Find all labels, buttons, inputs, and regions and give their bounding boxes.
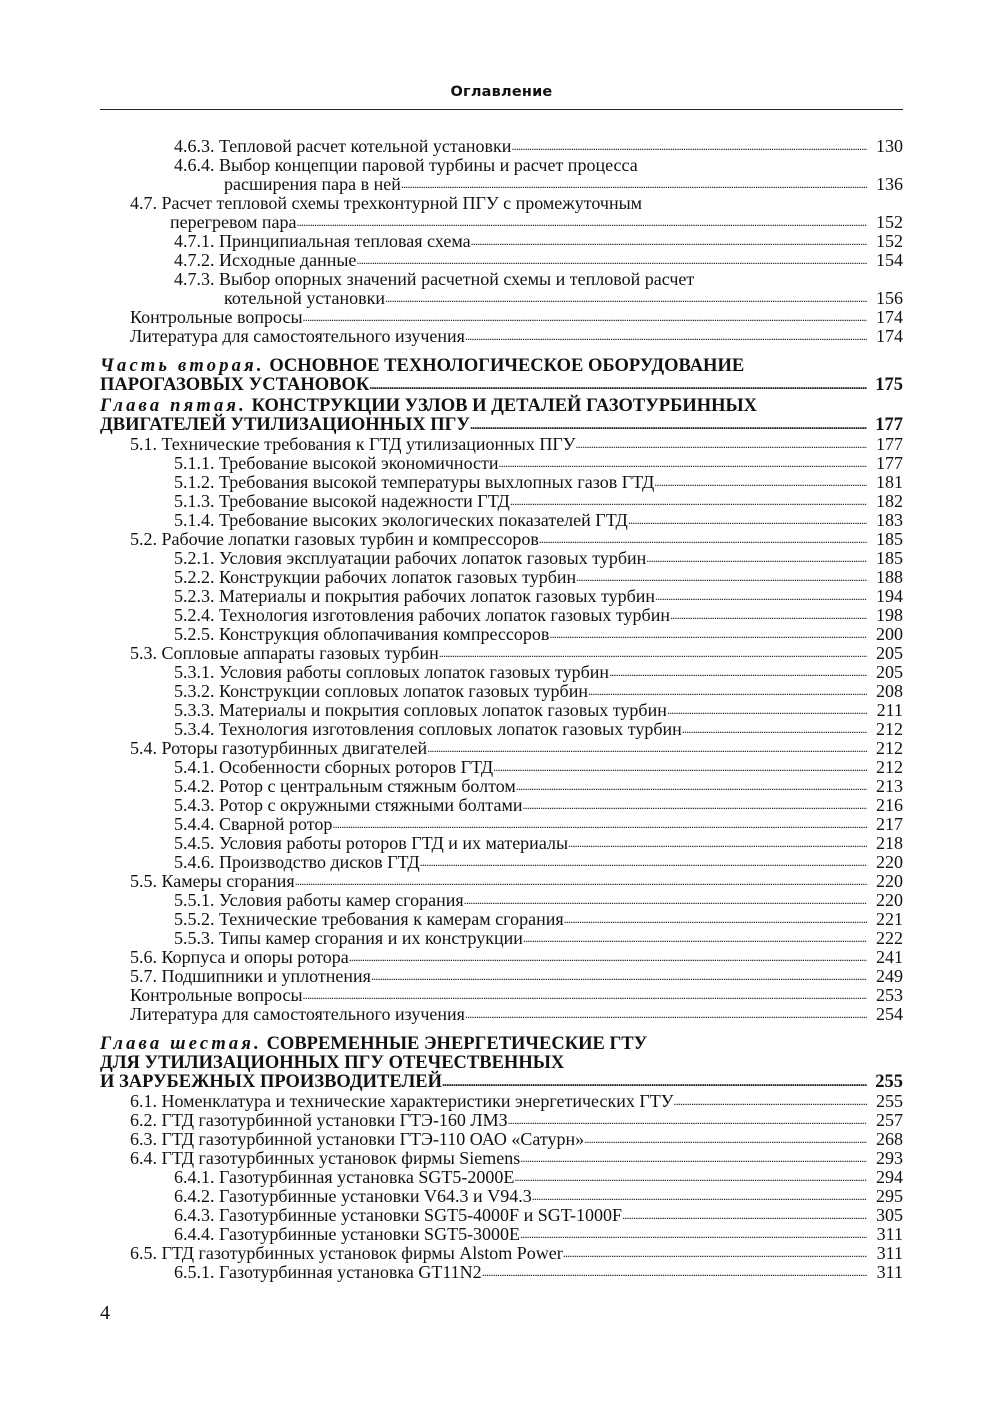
toc-page-number: 211 bbox=[876, 700, 903, 720]
toc-entry-title bbox=[130, 1005, 465, 1024]
toc-page-number: 255 bbox=[876, 1091, 903, 1111]
toc-entry bbox=[100, 137, 903, 156]
dot-leader bbox=[646, 547, 867, 568]
toc-entry-text: 5.4.2. Ротор с центральным стяжным болтом bbox=[174, 776, 516, 796]
toc-entry-title bbox=[174, 587, 655, 606]
toc-entry-text: 6.4.2. Газотурбинные установки V64.3 и V94.3 bbox=[174, 1186, 532, 1206]
toc-page-number: 305 bbox=[876, 1205, 903, 1225]
toc-entry bbox=[100, 1005, 903, 1024]
toc-entry-title bbox=[100, 397, 757, 416]
toc-entry-title bbox=[174, 663, 609, 682]
toc-page-number: 311 bbox=[876, 1243, 903, 1263]
toc-heading-line bbox=[100, 1035, 903, 1054]
dot-leader bbox=[401, 173, 867, 194]
toc-heading-line bbox=[100, 1054, 903, 1073]
toc-heading-label: Глава шестая. bbox=[100, 1034, 262, 1054]
toc-page-number: 222 bbox=[876, 928, 903, 948]
toc-entry-title bbox=[130, 644, 439, 663]
toc-page-number: 200 bbox=[876, 624, 903, 644]
toc-entry-text: 5.4.4. Сварной ротор bbox=[174, 814, 333, 834]
dot-leader bbox=[511, 135, 867, 156]
dot-leader bbox=[439, 642, 867, 663]
dot-leader bbox=[609, 661, 867, 682]
toc-heading-label: Часть вторая. bbox=[100, 356, 265, 376]
toc-entry-text: котельной установки bbox=[224, 288, 385, 308]
toc-entry-title bbox=[100, 376, 369, 395]
dot-leader bbox=[622, 1204, 867, 1225]
toc-entry-text: 4.6.3. Тепловой расчет котельной установки bbox=[174, 136, 512, 156]
toc-entry-title bbox=[100, 1054, 564, 1073]
dot-leader bbox=[464, 889, 867, 910]
dot-leader bbox=[549, 623, 867, 644]
toc-page-number: 295 bbox=[876, 1186, 903, 1206]
toc-page-number: 152 bbox=[876, 212, 903, 232]
toc-entry-title bbox=[174, 777, 516, 796]
toc-entry-title bbox=[130, 1149, 520, 1168]
dot-leader bbox=[510, 490, 867, 511]
dot-leader bbox=[442, 1072, 867, 1092]
toc-page-number: 216 bbox=[876, 795, 903, 815]
toc-entry-text: 4.6.4. Выбор концепции паровой турбины и расчет процесса bbox=[174, 155, 638, 175]
toc-entry-title bbox=[100, 1035, 647, 1054]
toc-entry-title bbox=[174, 492, 510, 511]
dot-leader bbox=[520, 1223, 867, 1244]
toc-page-number: 182 bbox=[876, 491, 903, 511]
toc-entry-title bbox=[174, 701, 667, 720]
toc-page-number: 212 bbox=[876, 757, 903, 777]
toc-entry-text: ДЛЯ УТИЛИЗАЦИОННЫХ ПГУ ОТЕЧЕСТВЕННЫХ bbox=[100, 1053, 565, 1073]
toc-entry-text: 5.4.3. Ротор с окружными стяжными болтами bbox=[174, 795, 523, 815]
toc-entry bbox=[100, 327, 903, 346]
toc-entry-text: ОСНОВНОЕ ТЕХНОЛОГИЧЕСКОЕ ОБОРУДОВАНИЕ bbox=[264, 356, 745, 376]
toc-page-number: 185 bbox=[876, 548, 903, 568]
toc-page-number: 177 bbox=[876, 434, 903, 454]
toc-page-number: 212 bbox=[876, 738, 903, 758]
dot-leader bbox=[471, 230, 867, 251]
dot-leader bbox=[564, 908, 867, 929]
dot-leader bbox=[523, 794, 868, 815]
dot-leader bbox=[520, 1147, 867, 1168]
toc-entry-text: 5.1.3. Требование высокой надежности ГТД bbox=[174, 491, 510, 511]
toc-entry-title bbox=[174, 137, 511, 156]
toc-page-number: 154 bbox=[876, 250, 903, 270]
toc-page-number: 220 bbox=[876, 852, 903, 872]
dot-leader bbox=[655, 585, 867, 606]
toc-page-number: 194 bbox=[876, 586, 903, 606]
toc-page-number: 136 bbox=[876, 174, 903, 194]
toc-heading-line bbox=[100, 376, 903, 395]
dot-leader bbox=[682, 718, 867, 739]
toc-entry-text: 5.2.3. Материалы и покрытия рабочих лопаток газовых турбин bbox=[174, 586, 656, 606]
toc-entry-title bbox=[130, 1130, 584, 1149]
toc-entry-text: 6.4.1. Газотурбинная установка SGT5-2000E bbox=[174, 1167, 515, 1187]
toc-entry-text: 5.5. Камеры сгорания bbox=[130, 871, 295, 891]
toc-page-number: 254 bbox=[876, 1004, 903, 1024]
toc-page-number: 253 bbox=[876, 985, 903, 1005]
toc-entry-text: 6.4.3. Газотурбинные установки SGT5-4000F и SGT-1000F bbox=[174, 1205, 623, 1225]
toc-entry-text: 5.6. Корпуса и опоры ротора bbox=[130, 947, 349, 967]
toc-page-number: 152 bbox=[876, 231, 903, 251]
toc-entry-text: КОНСТРУКЦИИ УЗЛОВ И ДЕТАЛЕЙ ГАЗОТУРБИННЫХ bbox=[246, 396, 758, 416]
toc-page-number: 311 bbox=[876, 1224, 903, 1244]
toc-entry-text: 5.1.1. Требование высокой экономичности bbox=[174, 453, 499, 473]
toc-entry-title bbox=[174, 815, 332, 834]
dot-leader bbox=[371, 965, 867, 986]
dot-leader bbox=[465, 325, 867, 346]
toc-entry-text: 5.2.5. Конструкция облопачивания компрессоров bbox=[174, 624, 550, 644]
dot-leader bbox=[297, 211, 867, 232]
dot-leader bbox=[295, 870, 867, 891]
dot-leader bbox=[563, 1242, 867, 1263]
dot-leader bbox=[576, 566, 867, 587]
toc-entry-text: 5.4. Роторы газотурбинных двигателей bbox=[130, 738, 428, 758]
toc-entry-text: 5.2.2. Конструкции рабочих лопаток газовых турбин bbox=[174, 567, 577, 587]
dot-leader bbox=[356, 249, 867, 270]
toc-entry-text: 5.2. Рабочие лопатки газовых турбин и компрессоров bbox=[130, 529, 539, 549]
toc-page-number: 220 bbox=[876, 890, 903, 910]
toc-page-number: 212 bbox=[876, 719, 903, 739]
toc-entry-title bbox=[100, 357, 744, 376]
toc-entry-title bbox=[100, 416, 470, 435]
dot-leader bbox=[514, 1166, 867, 1187]
toc-page-number: 220 bbox=[876, 871, 903, 891]
toc-page-number: 293 bbox=[876, 1148, 903, 1168]
toc-entry-text: 5.4.5. Условия работы роторов ГТД и их материалы bbox=[174, 833, 569, 853]
toc-entry-text: 5.7. Подшипники и уплотнения bbox=[130, 966, 371, 986]
toc-page-number: 156 bbox=[876, 288, 903, 308]
toc-entry-title bbox=[174, 454, 499, 473]
toc-entry-text: И ЗАРУБЕЖНЫХ ПРОИЗВОДИТЕЛЕЙ bbox=[100, 1072, 442, 1092]
toc-entry bbox=[100, 251, 903, 270]
dot-leader bbox=[523, 927, 867, 948]
dot-leader bbox=[465, 1003, 867, 1024]
toc-entry-title bbox=[174, 682, 588, 701]
toc-entry-title bbox=[170, 213, 297, 232]
toc-page-number: 249 bbox=[876, 966, 903, 986]
toc-entry-title bbox=[174, 1187, 532, 1206]
toc-entry-text: 5.4.6. Производство дисков ГТД bbox=[174, 852, 420, 872]
toc-page-number: 208 bbox=[876, 681, 903, 701]
toc-entry-title bbox=[224, 175, 401, 194]
toc-entry-text: 5.3.2. Конструкции сопловых лопаток газовых турбин bbox=[174, 681, 588, 701]
toc-page-number: 205 bbox=[876, 643, 903, 663]
dot-leader bbox=[674, 1090, 868, 1111]
toc-entry-text: 4.7. Расчет тепловой схемы трехконтурной ПГУ с промежуточным bbox=[130, 193, 643, 213]
toc-entry-title bbox=[174, 1263, 482, 1282]
toc-entry-title bbox=[100, 1073, 442, 1092]
toc-page-number: 130 bbox=[876, 136, 903, 156]
toc-entry-title bbox=[174, 1225, 520, 1244]
toc-entry-text: ДВИГАТЕЛЕЙ УТИЛИЗАЦИОННЫХ ПГУ bbox=[100, 415, 470, 435]
dot-leader bbox=[420, 851, 867, 872]
toc-entry-title bbox=[174, 251, 356, 270]
toc-entry-text: 5.1.2. Требования высокой температуры выхлопных газов ГТД bbox=[174, 472, 655, 492]
toc-entry-title bbox=[174, 910, 564, 929]
toc-entry-text: перегревом пара bbox=[170, 212, 297, 232]
toc-page-number: 174 bbox=[876, 307, 903, 327]
toc-page-number: 185 bbox=[876, 529, 903, 549]
dot-leader bbox=[516, 775, 867, 796]
dot-leader bbox=[584, 1128, 867, 1149]
table-of-contents bbox=[100, 137, 903, 1282]
toc-page-number: 174 bbox=[876, 326, 903, 346]
toc-entry-text: 4.7.1. Принципиальная тепловая схема bbox=[174, 231, 471, 251]
toc-page-number: 181 bbox=[876, 472, 903, 492]
toc-page-number: 257 bbox=[876, 1110, 903, 1130]
toc-page-number: 205 bbox=[876, 662, 903, 682]
toc-entry-text: ПАРОГАЗОВЫХ УСТАНОВОК bbox=[100, 375, 370, 395]
toc-entry-text: 6.5. ГТД газотурбинных установок фирмы Alstom Power bbox=[130, 1243, 563, 1263]
toc-page-number: 177 bbox=[875, 415, 903, 435]
toc-entry-title bbox=[130, 308, 303, 327]
toc-entry-title bbox=[130, 1111, 508, 1130]
dot-leader bbox=[303, 306, 867, 327]
toc-entry-title bbox=[130, 948, 349, 967]
dot-leader bbox=[508, 1109, 867, 1130]
dot-leader bbox=[332, 813, 867, 834]
toc-entry-text: 6.3. ГТД газотурбинной установки ГТЭ-110 ОАО «Сатурн» bbox=[130, 1129, 585, 1149]
toc-entry-text: 5.5.3. Типы камер сгорания и их конструкции bbox=[174, 928, 523, 948]
toc-page-number: 218 bbox=[876, 833, 903, 853]
dot-leader bbox=[369, 375, 867, 395]
dot-leader bbox=[568, 832, 867, 853]
toc-page-number: 311 bbox=[876, 1262, 903, 1282]
dot-leader bbox=[539, 528, 867, 549]
dot-leader bbox=[670, 604, 867, 625]
toc-entry-text: 5.1. Технические требования к ГТД утилизационных ПГУ bbox=[130, 434, 576, 454]
toc-page-number: 198 bbox=[876, 605, 903, 625]
toc-entry-text: 5.2.4. Технология изготовления рабочих лопаток газовых турбин bbox=[174, 605, 670, 625]
toc-page-number: 217 bbox=[876, 814, 903, 834]
toc-heading-line bbox=[100, 357, 903, 376]
toc-entry-text: Контрольные вопросы bbox=[130, 307, 303, 327]
toc-entry-text: 6.4.4. Газотурбинные установки SGT5-3000E bbox=[174, 1224, 521, 1244]
toc-entry-text: 5.3.3. Материалы и покрытия сопловых лопаток газовых турбин bbox=[174, 700, 667, 720]
dot-leader bbox=[499, 452, 867, 473]
dot-leader bbox=[385, 287, 867, 308]
toc-entry-text: 6.1. Номенклатура и технические характеристики энергетических ГТУ bbox=[130, 1091, 674, 1111]
toc-entry-title bbox=[174, 891, 464, 910]
dot-leader bbox=[470, 415, 867, 435]
header-rule bbox=[100, 109, 903, 110]
toc-entry-text: 5.4.1. Особенности сборных роторов ГТД bbox=[174, 757, 494, 777]
toc-entry-text: 6.4. ГТД газотурбинных установок фирмы Siemens bbox=[130, 1148, 521, 1168]
toc-page-number: 221 bbox=[876, 909, 903, 929]
toc-entry-title bbox=[174, 758, 493, 777]
dot-leader bbox=[532, 1185, 867, 1206]
toc-page-number: 177 bbox=[876, 453, 903, 473]
toc-entry-title bbox=[130, 986, 303, 1005]
toc-entry-title bbox=[130, 327, 465, 346]
toc-entry bbox=[100, 1263, 903, 1282]
dot-leader bbox=[303, 984, 867, 1005]
toc-page-number: 294 bbox=[876, 1167, 903, 1187]
toc-entry-text: Литература для самостоятельного изучения bbox=[130, 326, 465, 346]
toc-entry-text: 5.3.1. Условия работы сопловых лопаток газовых турбин bbox=[174, 662, 610, 682]
dot-leader bbox=[349, 946, 867, 967]
dot-leader bbox=[427, 737, 867, 758]
dot-leader bbox=[667, 699, 867, 720]
dot-leader bbox=[493, 756, 867, 777]
toc-entry-text: 5.1.4. Требование высоких экологических показателей ГТД bbox=[174, 510, 628, 530]
toc-entry-title bbox=[174, 568, 576, 587]
toc-entry-text: Литература для самостоятельного изучения bbox=[130, 1004, 465, 1024]
dot-leader bbox=[575, 433, 867, 454]
toc-entry-text: 5.3. Сопловые аппараты газовых турбин bbox=[130, 643, 439, 663]
running-header: Оглавление bbox=[450, 84, 553, 100]
dot-leader bbox=[588, 680, 867, 701]
toc-entry-text: 6.5.1. Газотурбинная установка GT11N2 bbox=[174, 1262, 482, 1282]
toc-entry-text: Контрольные вопросы bbox=[130, 985, 303, 1005]
toc-entry-text: 6.2. ГТД газотурбинной установки ГТЭ-160 ЛМЗ bbox=[130, 1110, 508, 1130]
toc-page-number: 183 bbox=[876, 510, 903, 530]
toc-entry bbox=[100, 175, 903, 194]
toc-page-number: 255 bbox=[875, 1072, 903, 1092]
toc-entry-text: расширения пара в ней bbox=[224, 174, 401, 194]
toc-heading-label: Глава пятая. bbox=[100, 396, 247, 416]
toc-entry-title bbox=[130, 739, 427, 758]
toc-page-number: 268 bbox=[876, 1129, 903, 1149]
toc-page-number: 188 bbox=[876, 567, 903, 587]
toc-entry-text: 4.7.2. Исходные данные bbox=[174, 250, 357, 270]
toc-entry-text: 5.5.1. Условия работы камер сгорания bbox=[174, 890, 464, 910]
dot-leader bbox=[654, 471, 867, 492]
toc-heading-line bbox=[100, 397, 903, 416]
toc-page-number: 175 bbox=[875, 375, 903, 395]
toc-entry-text: 4.7.3. Выбор опорных значений расчетной схемы и тепловой расчет bbox=[174, 269, 695, 289]
toc-entry-title bbox=[130, 872, 295, 891]
page-number: 4 bbox=[100, 1302, 110, 1324]
dot-leader bbox=[482, 1261, 867, 1282]
toc-entry-text: СОВРЕМЕННЫЕ ЭНЕРГЕТИЧЕСКИЕ ГТУ bbox=[261, 1034, 648, 1054]
toc-entry-text: 5.5.2. Технические требования к камерам сгорания bbox=[174, 909, 564, 929]
toc-entry-title bbox=[130, 530, 539, 549]
toc-entry-text: 5.2.1. Условия эксплуатации рабочих лопаток газовых турбин bbox=[174, 548, 647, 568]
toc-entry-text: 5.3.4. Технология изготовления сопловых лопаток газовых турбин bbox=[174, 719, 682, 739]
toc-page-number: 213 bbox=[876, 776, 903, 796]
toc-page-number: 241 bbox=[876, 947, 903, 967]
toc-entry-title bbox=[174, 1168, 514, 1187]
dot-leader bbox=[628, 509, 867, 530]
